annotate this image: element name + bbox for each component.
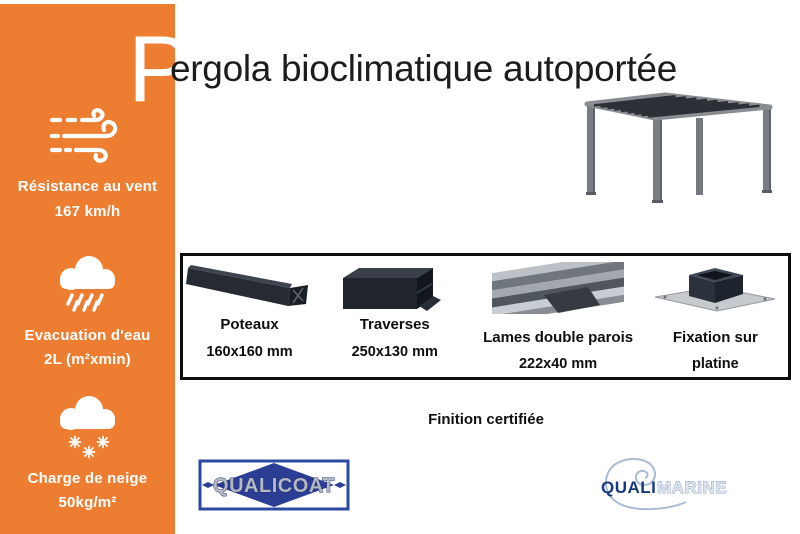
finishing-label: Finition certifiée [428, 411, 544, 428]
component-name: Lames double parois [483, 329, 634, 346]
base-plate-image [651, 262, 779, 314]
snow-cloud-icon [54, 394, 122, 462]
spec-wind-value: 167 km/h [54, 203, 121, 220]
spec-snow-value: 50kg/m² [58, 494, 117, 511]
page-title-initial: P [128, 16, 191, 121]
qualicoat-logo [198, 459, 350, 511]
pergola-product-image [560, 84, 796, 224]
spec-rain-label: Evacuation d'eau [24, 327, 151, 344]
component-traverses [316, 256, 473, 377]
qualimarine-text-light: MARINE [657, 478, 728, 497]
wind-icon [46, 106, 130, 164]
louvers-image [492, 262, 624, 314]
post-profile-image [186, 262, 314, 310]
page-title: ergola bioclimatique autoportée [170, 48, 677, 89]
spec-snow-label: Charge de neige [27, 470, 148, 487]
components-box [180, 253, 791, 380]
component-poteaux [183, 256, 316, 377]
component-name: Poteaux [220, 316, 279, 333]
component-dimension: 160x160 mm [206, 344, 293, 360]
qualimarine-logo [598, 456, 730, 514]
component-lames [473, 256, 642, 377]
qualicoat-text: QUALICOAT [213, 475, 335, 497]
component-fixation [643, 256, 788, 377]
component-name-2: platine [692, 356, 739, 372]
spec-wind-label: Résistance au vent [17, 178, 158, 195]
spec-rain-value: 2L (m²xmin) [44, 351, 131, 368]
component-name: Traverses [359, 316, 430, 333]
component-name: Fixation sur [672, 329, 758, 346]
component-dimension: 222x40 mm [518, 356, 598, 372]
qualimarine-text-bold: QUALI [601, 478, 657, 497]
rain-cloud-icon [54, 254, 122, 314]
component-dimension: 250x130 mm [351, 344, 438, 360]
beam-profile-image [331, 262, 459, 312]
